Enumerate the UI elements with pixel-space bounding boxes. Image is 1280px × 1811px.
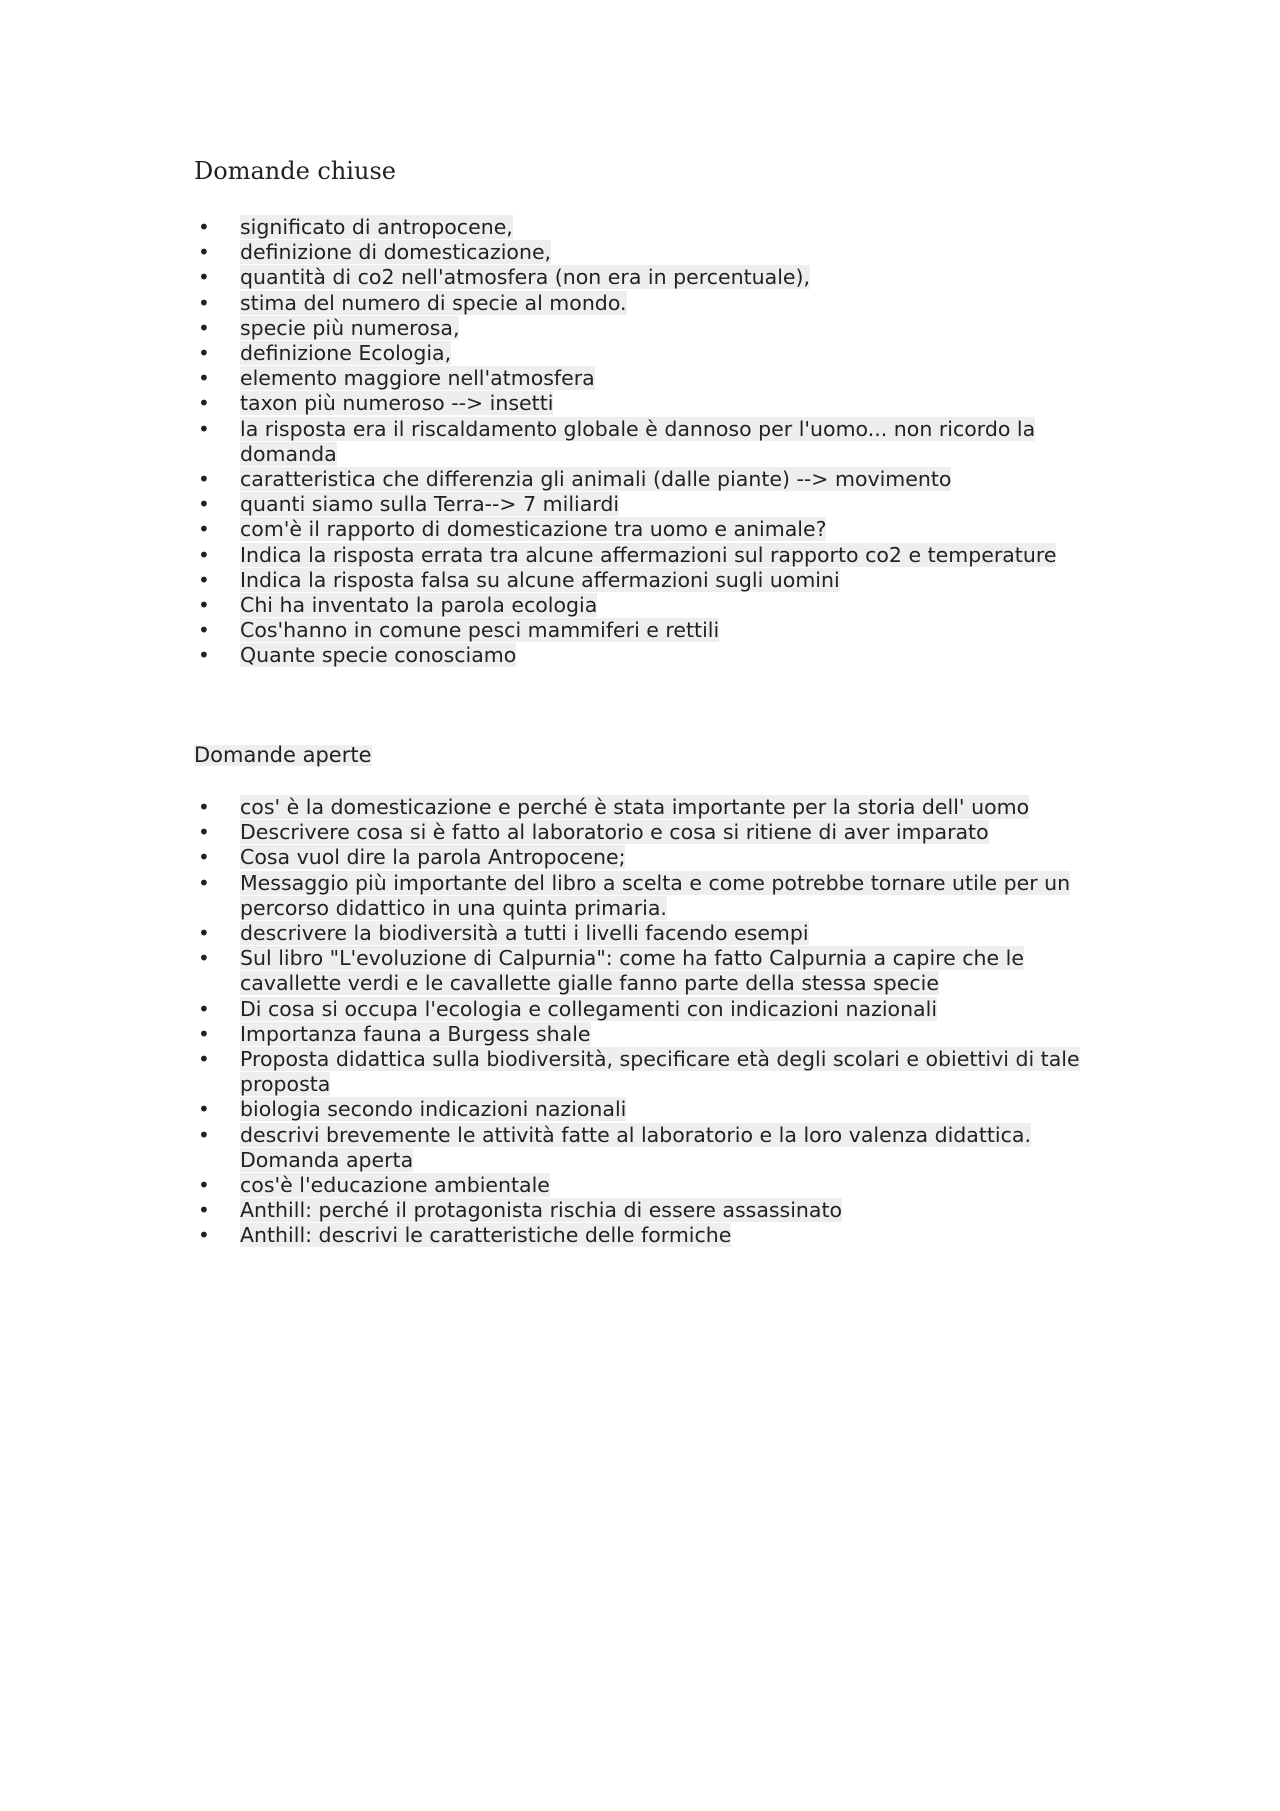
open-questions-list	[194, 795, 1094, 1249]
list-item	[194, 517, 1094, 542]
bullet-icon: •	[198, 542, 210, 567]
list-item	[194, 291, 1094, 316]
list-item	[194, 921, 1094, 946]
bullet-icon: •	[198, 1097, 210, 1122]
list-item	[194, 543, 1094, 568]
list-item	[194, 845, 1094, 870]
list-item	[194, 492, 1094, 517]
bullet-icon: •	[198, 517, 210, 542]
list-item	[194, 1047, 1094, 1097]
bullet-icon: •	[198, 1122, 210, 1147]
bullet-icon: •	[198, 1198, 210, 1223]
question-text: Importanza fauna a Burgess shale	[240, 1021, 591, 1046]
bullet-icon: •	[198, 996, 210, 1021]
bullet-icon: •	[198, 467, 210, 492]
bullet-icon: •	[198, 265, 210, 290]
question-text: descrivere la biodiversità a tutti i livelli facendo esempi	[240, 921, 809, 946]
question-text: Chi ha inventato la parola ecologia	[240, 593, 598, 618]
bullet-icon: •	[198, 567, 210, 592]
bullet-icon: •	[198, 416, 210, 441]
bullet-icon: •	[198, 593, 210, 618]
question-text: Di cosa si occupa l'ecologia e collegamenti con indicazioni nazionali	[240, 996, 938, 1021]
bullet-icon: •	[198, 618, 210, 643]
list-item	[194, 316, 1094, 341]
question-text: com'è il rapporto di domesticazione tra uomo e animale?	[240, 517, 827, 542]
list-item	[194, 467, 1094, 492]
question-text: descrivi brevemente le attività fatte al laboratorio e la loro valenza didattica. Domanda aperta	[240, 1122, 1031, 1172]
question-text: Anthill: perché il protagonista rischia di essere assassinato	[240, 1198, 843, 1223]
bullet-icon: •	[198, 921, 210, 946]
bullet-icon: •	[198, 820, 210, 845]
list-item	[194, 997, 1094, 1022]
list-item	[194, 265, 1094, 290]
list-item	[194, 366, 1094, 391]
list-item	[194, 1173, 1094, 1198]
closed-questions-title: Domande chiuse	[194, 157, 396, 185]
bullet-icon: •	[198, 240, 210, 265]
list-item	[194, 1198, 1094, 1223]
question-text: Cosa vuol dire la parola Antropocene;	[240, 845, 626, 870]
question-text: quanti siamo sulla Terra--> 7 miliardi	[240, 492, 620, 517]
bullet-icon: •	[198, 492, 210, 517]
bullet-icon: •	[198, 1021, 210, 1046]
question-text: taxon più numeroso --> insetti	[240, 391, 554, 416]
list-item	[194, 1097, 1094, 1122]
question-text: definizione Ecologia,	[240, 341, 452, 366]
list-item	[194, 1123, 1094, 1173]
question-text: Sul libro "L'evoluzione di Calpurnia": come ha fatto Calpurnia a capire che le cavallette verdi e le cavallette gialle fanno parte della stessa specie	[240, 946, 1024, 996]
closed-questions-list	[194, 215, 1094, 669]
list-item	[194, 240, 1094, 265]
bullet-icon: •	[198, 315, 210, 340]
question-text: Cos'hanno in comune pesci mammiferi e rettili	[240, 618, 720, 643]
question-text: cos'è l'educazione ambientale	[240, 1173, 550, 1198]
bullet-icon: •	[198, 643, 210, 668]
list-item	[194, 643, 1094, 668]
bullet-icon: •	[198, 391, 210, 416]
list-item	[194, 1022, 1094, 1047]
question-text: elemento maggiore nell'atmosfera	[240, 366, 595, 391]
question-text: specie più numerosa,	[240, 315, 460, 340]
bullet-icon: •	[198, 795, 210, 819]
bullet-icon: •	[198, 290, 210, 315]
list-item	[194, 341, 1094, 366]
question-text: biologia secondo indicazioni nazionali	[240, 1097, 627, 1122]
bullet-icon: •	[198, 870, 210, 895]
question-text: Messaggio più importante del libro a scelta e come potrebbe tornare utile per un percorso didattico in una quinta primaria.	[240, 870, 1071, 920]
list-item	[194, 1223, 1094, 1248]
question-text: quantità di co2 nell'atmosfera (non era in percentuale),	[240, 265, 811, 290]
question-text: stima del numero di specie al mondo.	[240, 290, 627, 315]
list-item	[194, 820, 1094, 845]
list-item	[194, 417, 1094, 467]
question-text: Quante specie conosciamo	[240, 643, 517, 668]
bullet-icon: •	[198, 1047, 210, 1072]
list-item	[194, 568, 1094, 593]
list-item	[194, 946, 1094, 996]
question-text: cos' è la domesticazione e perché è stata importante per la storia dell' uomo	[240, 795, 1030, 819]
bullet-icon: •	[198, 366, 210, 391]
list-item	[194, 618, 1094, 643]
bullet-icon: •	[198, 215, 210, 239]
bullet-icon: •	[198, 341, 210, 366]
question-text: la risposta era il riscaldamento globale è dannoso per l'uomo... non ricordo la domanda	[240, 416, 1036, 466]
question-text: definizione di domesticazione,	[240, 240, 552, 265]
question-text: Indica la risposta errata tra alcune affermazioni sul rapporto co2 e temperature	[240, 542, 1057, 567]
open-questions-title: Domande aperte	[194, 743, 372, 767]
list-item	[194, 795, 1094, 820]
list-item	[194, 871, 1094, 921]
question-text: Indica la risposta falsa su alcune affermazioni sugli uomini	[240, 567, 840, 592]
question-text: significato di antropocene,	[240, 215, 513, 239]
list-item	[194, 215, 1094, 240]
list-item	[194, 593, 1094, 618]
question-text: Anthill: descrivi le caratteristiche delle formiche	[240, 1223, 732, 1248]
list-item	[194, 391, 1094, 416]
bullet-icon: •	[198, 1223, 210, 1248]
question-text: Descrivere cosa si è fatto al laboratorio e cosa si ritiene di aver imparato	[240, 820, 989, 845]
bullet-icon: •	[198, 1173, 210, 1198]
bullet-icon: •	[198, 946, 210, 971]
question-text: Proposta didattica sulla biodiversità, specificare età degli scolari e obiettivi di tale proposta	[240, 1047, 1080, 1097]
bullet-icon: •	[198, 845, 210, 870]
question-text: caratteristica che differenzia gli animali (dalle piante) --> movimento	[240, 467, 952, 492]
